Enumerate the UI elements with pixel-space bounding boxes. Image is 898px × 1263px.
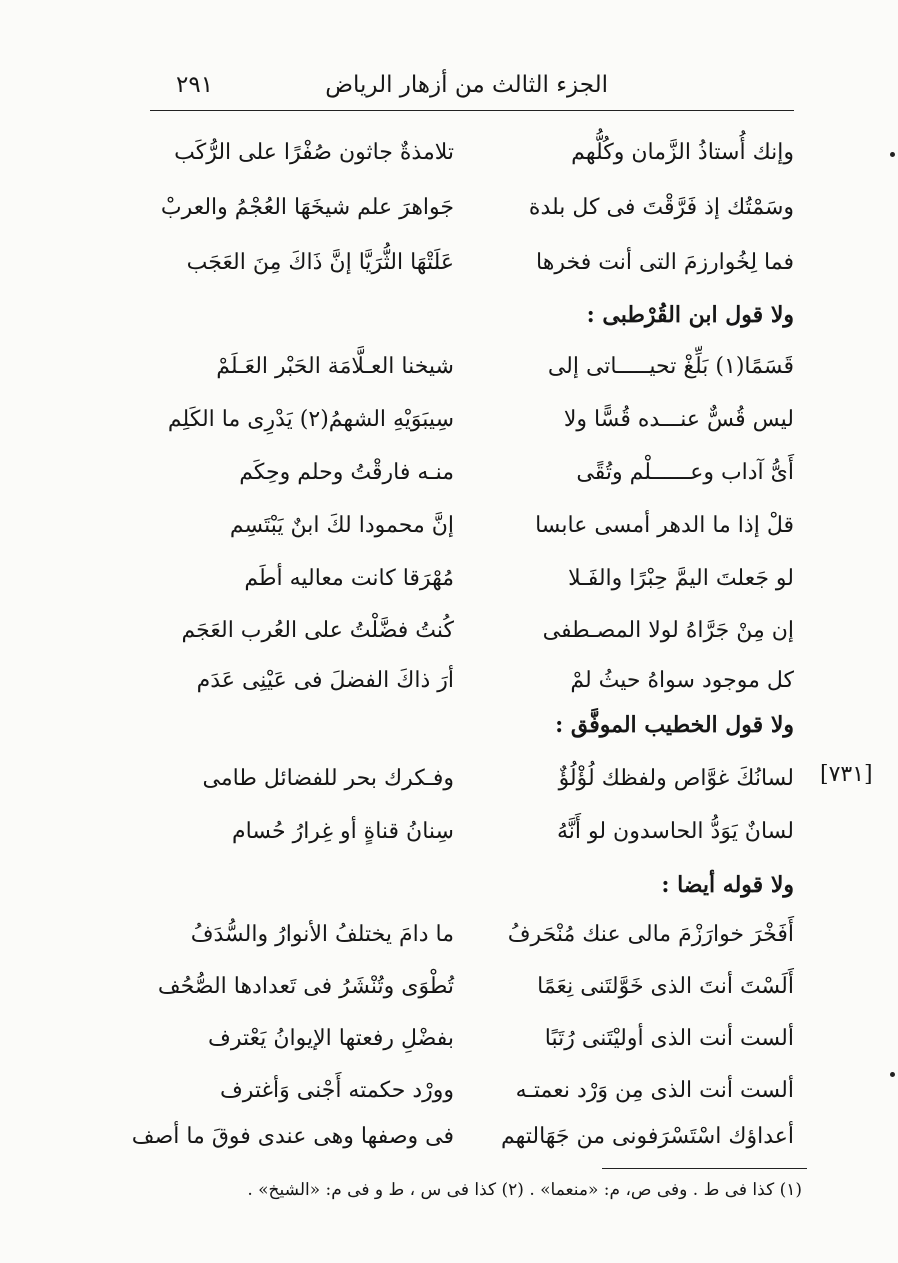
running-header (150, 68, 794, 108)
section-intro: ولا قوله أيضا : (661, 872, 794, 898)
section-intro: ولا قول ابن القُرْطبى : (586, 302, 794, 328)
second-hemistich: وفـكرك بحر للفضائل طامى (202, 766, 454, 791)
second-hemistich: تلامذةٌ جاثون صُفْرًا على الرُّكَب (174, 140, 454, 165)
verse-line (150, 189, 794, 233)
first-hemistich: لسانُكَ غوَّاص ولفظك لُؤْلُؤٌ (558, 766, 794, 791)
margin-reference: [٧٣١] (820, 762, 873, 787)
second-hemistich: تُطْوَى وتُنْشَرُ فى تَعدادها الصُّحُف (157, 974, 454, 999)
second-hemistich: عَلَتْهَا الثُّرَيَّا إنَّ ذَاكَ مِنَ العَجَب (186, 250, 454, 275)
first-hemistich: لسانٌ يَوَدُّ الحاسدون لو أَنَّهُ (556, 819, 794, 844)
verse-line (150, 968, 794, 1012)
verse-line (150, 348, 794, 392)
verse-line (150, 612, 794, 656)
verse-line (150, 813, 794, 857)
first-hemistich: لو جَعلتَ اليمَّ حِبْرًا والفَـلا (568, 566, 794, 591)
second-hemistich: جَواهرَ علم شيخَهَا العُجْمُ والعربْ (160, 195, 454, 220)
first-hemistich: ألست أنت الذى أوليْتَنى رُتَبًا (544, 1026, 794, 1051)
first-hemistich: أَلَسْتَ أنتَ الذى خَوَّلتَنى نِعَمًا (537, 974, 794, 999)
first-hemistich: وسَمْتُك إذ فَرَّقْتَ فى كل بلدة (528, 195, 794, 220)
first-hemistich: وإنك أُستاذُ الزَّمان وكُلُّهم (571, 140, 794, 165)
first-hemistich: ليس قُسٌّ عنـــده قُسًّا ولا (563, 407, 794, 432)
second-hemistich: شيخنا العـلَّامَة الحَبْر العَـلَمْ (216, 354, 454, 379)
second-hemistich: إنَّ محمودا لكَ ابنٌ يَبْتَسِم (229, 513, 454, 538)
first-hemistich: قلْ إذا ما الدهر أمسى عابسا (535, 513, 794, 538)
margin-mark (890, 152, 895, 157)
second-hemistich: بفضْلِ رفعتها الإيوانُ يَعْترف (208, 1026, 454, 1051)
footnote-rule (602, 1168, 807, 1169)
running-title: الجزء الثالث من أزهار الرياض (325, 72, 608, 98)
verse-line (150, 401, 794, 445)
header-rule (150, 110, 794, 111)
second-hemistich: أرَ ذاكَ الفضلَ فى عَيْنِى عَدَم (196, 668, 454, 693)
second-hemistich: مُهْرَقا كانت معاليه أطَم (244, 566, 454, 591)
margin-mark (890, 1072, 895, 1077)
first-hemistich: ألست أنت الذى مِن وَرْد نعمتـه (515, 1078, 794, 1103)
first-hemistich: أعداؤك اسْتَسْرَفونى من جَهَالتهم (500, 1124, 794, 1149)
verse-line (150, 560, 794, 604)
first-hemistich: أَىُّ آداب وعــــــلْم وتُقًى (576, 460, 794, 485)
second-hemistich: سِيبَوَيْهِ الشهمُ(٢) يَدْرِى ما الكَلِم (167, 407, 454, 432)
section-intro: ولا قول الخطيب الموفَّق : (555, 712, 794, 738)
footnote: (١) كذا فى ط . وفى ص، م: «منعما» . (٢) كذا فى س ، ط و فى م: «الشيخ» . (247, 1180, 802, 1200)
second-hemistich: منـه فارقْتُ وحلم وحِكَم (239, 460, 454, 485)
verse-line (131, 1118, 794, 1162)
second-hemistich: ما دامَ يختلفُ الأنوارُ والسُّدَفُ (190, 922, 454, 947)
first-hemistich: إن مِنْ جَرَّاهُ لولا المصـطفى (542, 618, 794, 643)
first-hemistich: فما لِخُوارزمَ التى أنت فخرها (536, 250, 794, 275)
page-number: ٢٩١ (176, 72, 214, 98)
verse-line (150, 662, 794, 706)
second-hemistich: وورْد حكمته أَجْنى وَأغترف (219, 1078, 454, 1103)
second-hemistich: كُنتُ فضَّلْتُ على العُرب العَجَم (181, 618, 454, 643)
verse-line (150, 1072, 794, 1116)
verse-line (150, 244, 794, 288)
verse-line (150, 916, 794, 960)
verse-line (150, 760, 794, 804)
first-hemistich: أَفَخْرَ خوارَزْمَ مالى عنك مُنْحَرفُ (507, 922, 794, 947)
first-hemistich: قَسَمًا(١) بَلِّغْ تحيـــــاتى إلى (547, 354, 794, 379)
second-hemistich: فى وصفها وهى عندى فوقَ ما أصف (131, 1124, 454, 1149)
verse-line (150, 507, 794, 551)
verse-line (150, 454, 794, 498)
second-hemistich: سِنانُ قناةٍ أو غِرارُ حُسام (232, 819, 454, 844)
verse-line (150, 134, 794, 178)
verse-line (150, 1020, 794, 1064)
first-hemistich: كل موجود سواهُ حيثُ لمْ (570, 668, 794, 693)
